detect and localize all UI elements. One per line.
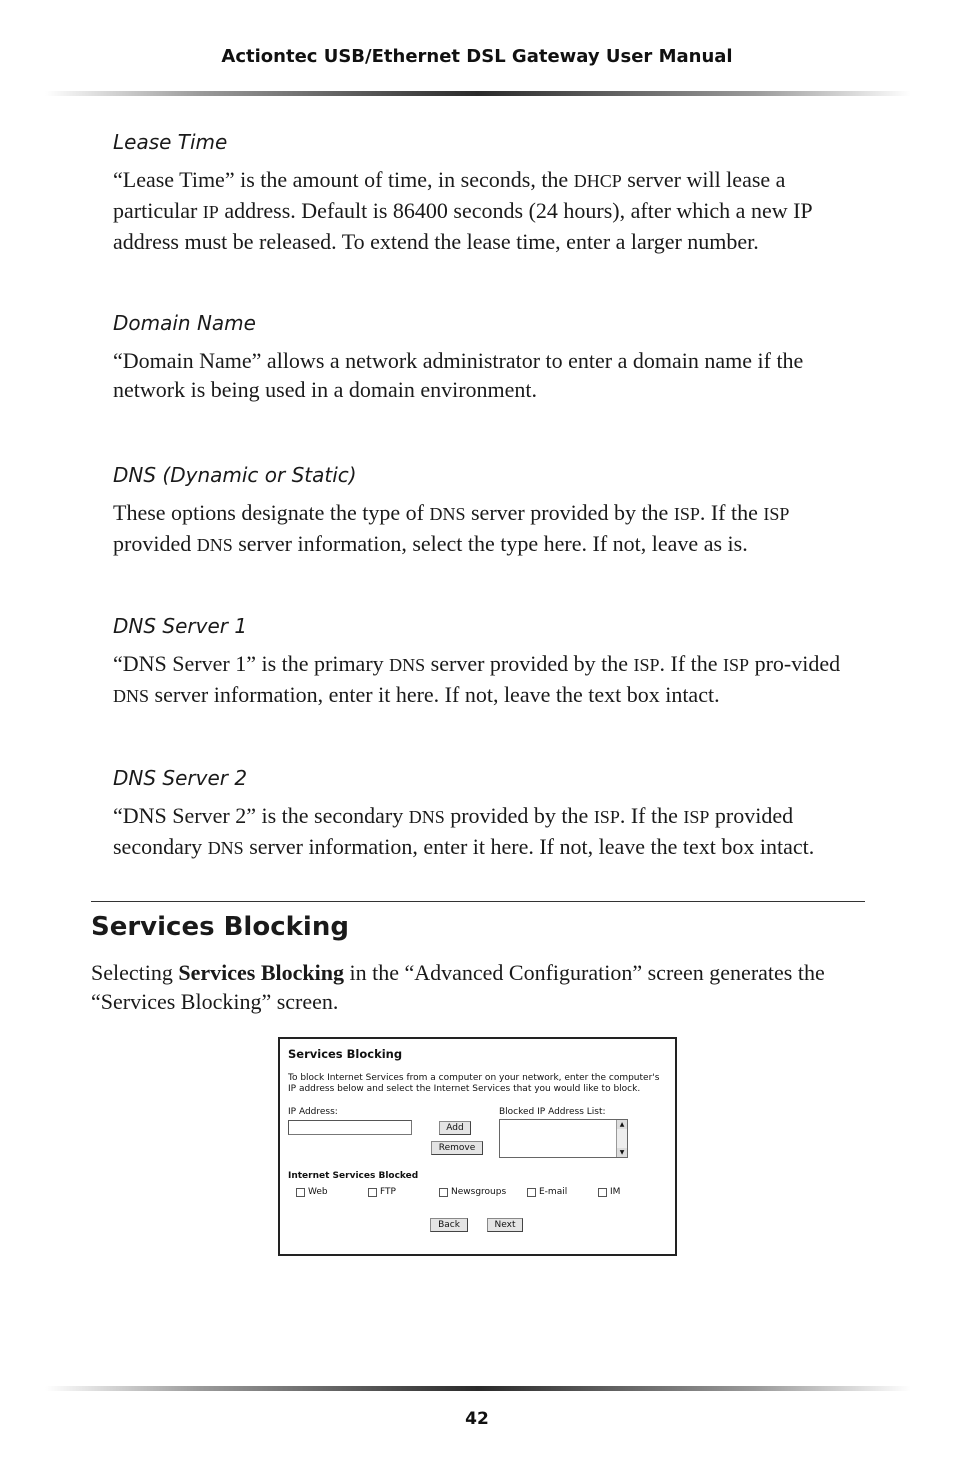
checkbox-icon[interactable]	[439, 1188, 448, 1197]
screenshot-title: Services Blocking	[288, 1047, 403, 1061]
checkbox-icon[interactable]	[368, 1188, 377, 1197]
dns-server-2-heading: DNS Server 2	[113, 766, 248, 790]
scroll-up-icon[interactable]: ▲	[617, 1120, 627, 1129]
blocked-list-label: Blocked IP Address List:	[499, 1107, 606, 1117]
section-divider	[91, 901, 865, 902]
services-blocking-screenshot	[278, 1037, 677, 1256]
services-blocking-intro: Selecting Services Blocking in the “Advanced Configuration” screen generates the “Services Blocking” screen.	[91, 960, 825, 1014]
dns-server-2-section	[113, 767, 873, 863]
lease-time-section	[113, 131, 873, 256]
checkbox-icon[interactable]	[527, 1188, 536, 1197]
email-checkbox[interactable]: E-mail	[527, 1187, 567, 1197]
ftp-checkbox[interactable]: FTP	[368, 1187, 396, 1197]
remove-button[interactable]: Remove	[431, 1141, 483, 1155]
dns-type-text: These options designate the type of DNS server provided by the ISP. If the ISP provided DNS server information, select the type here. If not, leave as is.	[113, 500, 790, 556]
ip-address-label: IP Address:	[288, 1107, 338, 1117]
lease-time-text: “Lease Time” is the amount of time, in seconds, the DHCP server will lease a particular IP address. Default is 86400 seconds (24 hours), after which a new IP address must be released. To extend the lease time, enter a larger number.	[113, 167, 812, 254]
list-scrollbar[interactable]	[616, 1120, 627, 1157]
ip-address-input[interactable]	[288, 1120, 412, 1135]
web-checkbox[interactable]: Web	[296, 1187, 328, 1197]
dns-type-heading: DNS (Dynamic or Static)	[113, 463, 357, 487]
next-button[interactable]: Next	[487, 1218, 523, 1232]
dns-server-1-text: “DNS Server 1” is the primary DNS server provided by the ISP. If the ISP pro-vided DNS server information, enter it here. If not, leave the text box intact.	[113, 651, 841, 707]
dns-server-1-heading: DNS Server 1	[113, 614, 248, 638]
services-blocked-heading: Internet Services Blocked	[288, 1171, 419, 1181]
dns-server-2-text: “DNS Server 2” is the secondary DNS provided by the ISP. If the ISP provided secondary DNS server information, enter it here. If not, leave the text box intact.	[113, 803, 815, 859]
footer-rule	[45, 1386, 911, 1391]
blocked-ip-list[interactable]	[499, 1119, 628, 1158]
lease-time-heading: Lease Time	[113, 130, 228, 154]
checkbox-icon[interactable]	[296, 1188, 305, 1197]
domain-name-text: “Domain Name” allows a network administrator to enter a domain name if the network is being used in a domain environment.	[113, 348, 804, 402]
domain-name-heading: Domain Name	[113, 311, 256, 335]
back-button[interactable]: Back	[430, 1218, 468, 1232]
scroll-down-icon[interactable]: ▼	[617, 1148, 627, 1157]
page-number: 42	[465, 1409, 489, 1429]
header-rule	[45, 91, 911, 96]
add-button[interactable]: Add	[439, 1121, 471, 1135]
screenshot-description: To block Internet Services from a computer on your network, enter the computer's IP address below and select the Internet Services that you would like to block.	[288, 1073, 660, 1094]
dns-server-1-section	[113, 615, 873, 711]
services-blocking-heading: Services Blocking	[91, 912, 349, 942]
running-header: Actiontec USB/Ethernet DSL Gateway User Manual	[221, 46, 733, 67]
im-checkbox[interactable]: IM	[598, 1187, 620, 1197]
checkbox-icon[interactable]	[598, 1188, 607, 1197]
newsgroups-checkbox[interactable]: Newsgroups	[439, 1187, 506, 1197]
dns-type-section	[113, 464, 873, 560]
domain-name-section	[113, 312, 873, 404]
